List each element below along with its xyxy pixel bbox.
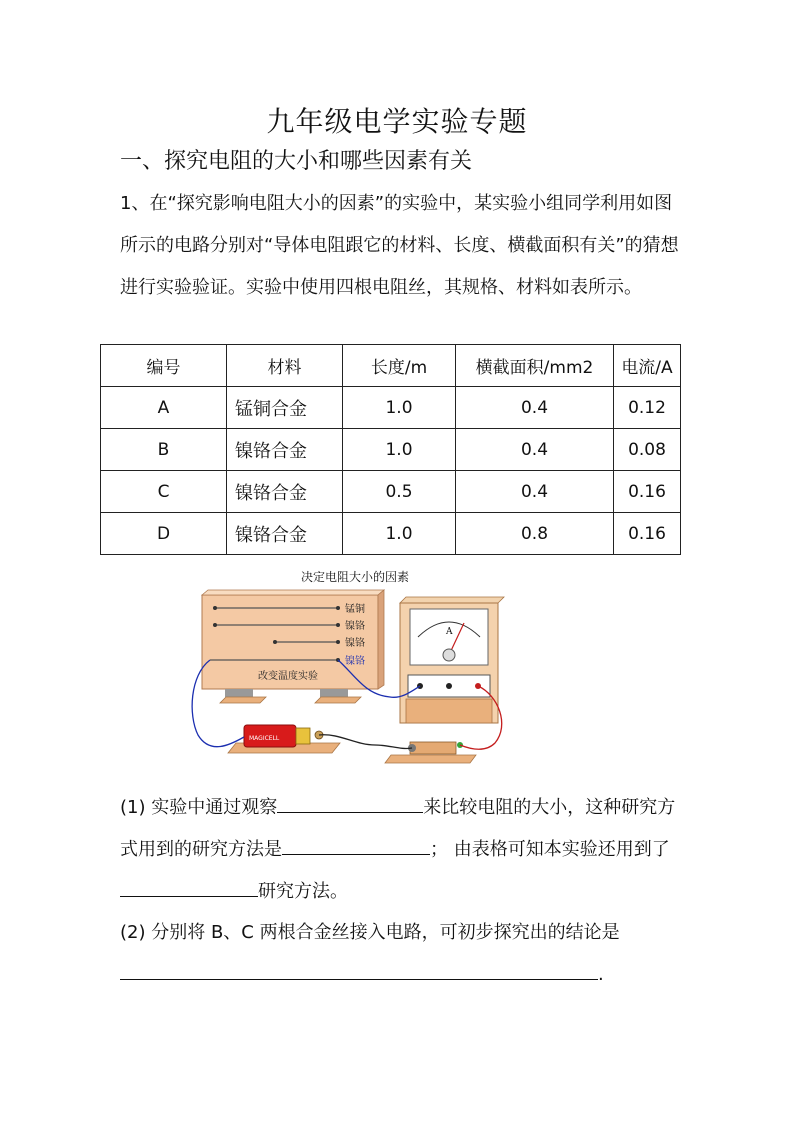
board-top — [202, 590, 384, 595]
meter-letter: A — [446, 627, 453, 637]
board-label: 改变温度实验 — [258, 671, 318, 682]
question-intro: 1、在“探究影响电阻大小的因素”的实验中，某实验小组同学利用如图所示的电路分别对“导体电阻跟它的材料、长度、横截面积有关”的猜想进行实验验证。实验中使用四根电阻丝，其规格、材料如表所示。 — [120, 193, 679, 298]
table-cell: 锰铜合金 — [227, 387, 343, 429]
table-cell: 0.5 — [343, 471, 456, 513]
table-cell: A — [101, 387, 227, 429]
question-text: . — [598, 964, 604, 985]
meter-pivot — [443, 649, 455, 661]
table-cell: 0.4 — [456, 387, 614, 429]
table-cell: B — [101, 429, 227, 471]
battery — [228, 725, 340, 753]
table-cell: C — [101, 471, 227, 513]
table-cell: 镍铬合金 — [227, 513, 343, 555]
table-cell: 0.4 — [456, 429, 614, 471]
meter-base — [406, 699, 492, 723]
switch-base — [385, 755, 476, 763]
battery-label: MAGICELL — [249, 735, 280, 742]
terminal — [336, 606, 340, 610]
terminal — [213, 623, 217, 627]
answer-blank[interactable] — [120, 959, 598, 980]
question-text: 研究方法。 — [258, 881, 348, 902]
terminal — [336, 623, 340, 627]
table-header-row — [101, 345, 681, 387]
table-cell: 1.0 — [343, 387, 456, 429]
table-cell: 1.0 — [343, 429, 456, 471]
question-text: 来比较电阻的大小，这种研究方式用到的研究方法是 — [120, 797, 676, 860]
board-side — [378, 590, 384, 689]
table-cell: 镍铬合金 — [227, 429, 343, 471]
question-text: ； 由表格可知本实验还用到了 — [430, 839, 670, 860]
table-cell: 0.16 — [614, 471, 681, 513]
terminal — [446, 683, 452, 689]
table-row — [101, 387, 681, 429]
battery-cap — [296, 728, 310, 744]
table-cell: 0.4 — [456, 471, 614, 513]
spec-table — [100, 344, 681, 555]
answer-blank[interactable] — [120, 876, 258, 897]
header-cell: 电流/A — [614, 345, 681, 387]
table-cell: 1.0 — [343, 513, 456, 555]
wire-label: 镍铬 — [345, 656, 365, 667]
terminal — [213, 606, 217, 610]
header-cell: 长度/m — [343, 345, 456, 387]
table-row — [101, 429, 681, 471]
section-heading: 一、探究电阻的大小和哪些因素有关 — [120, 149, 473, 174]
table-cell: 0.16 — [614, 513, 681, 555]
page-title: 九年级电学实验专题 — [266, 105, 528, 138]
question-text: (2) 分别将 B、C 两根合金丝接入电路，可初步探究出的结论是 — [120, 922, 620, 943]
question-text: (1) 实验中通过观察 — [120, 797, 278, 818]
table-cell: 0.12 — [614, 387, 681, 429]
switch-body — [410, 742, 456, 754]
ammeter — [400, 597, 504, 723]
table-cell: 0.08 — [614, 429, 681, 471]
switch — [385, 742, 476, 763]
stand-base — [220, 697, 266, 703]
wire-label: 镍铬 — [345, 621, 365, 632]
header-cell: 编号 — [101, 345, 227, 387]
meter-top — [400, 597, 504, 603]
header-cell: 横截面积/mm2 — [456, 345, 614, 387]
figure-caption: 决定电阻大小的因素 — [300, 570, 409, 584]
answer-blank[interactable] — [282, 834, 430, 855]
table-cell: 0.8 — [456, 513, 614, 555]
table-row — [101, 471, 681, 513]
answer-blank[interactable] — [277, 792, 423, 813]
header-cell: 材料 — [227, 345, 343, 387]
terminal — [336, 640, 340, 644]
terminal — [273, 640, 277, 644]
board-stand — [225, 689, 253, 697]
table-cell: 镍铬合金 — [227, 471, 343, 513]
table-row — [101, 513, 681, 555]
stand-base — [315, 697, 361, 703]
question-1 — [120, 787, 680, 913]
wire-label: 锰铜 — [345, 604, 365, 615]
board-stand — [320, 689, 348, 697]
table-cell: D — [101, 513, 227, 555]
circuit-figure — [180, 585, 520, 770]
wire-label: 镍铬 — [345, 638, 365, 649]
question-2 — [120, 912, 680, 996]
